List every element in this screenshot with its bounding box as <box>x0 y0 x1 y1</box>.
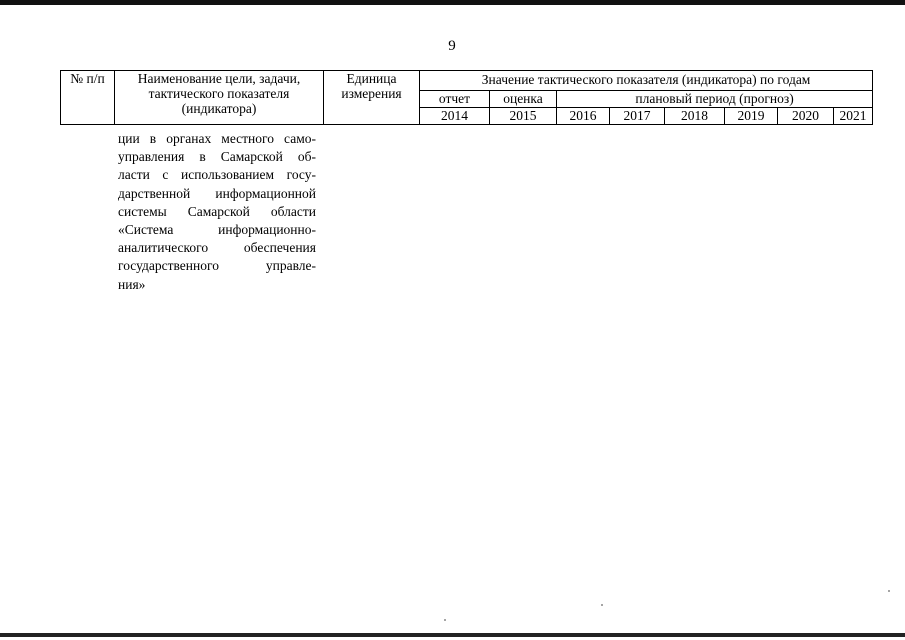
header-report: отчет <box>420 91 490 108</box>
text-line: управления в Самарской об- <box>118 149 316 165</box>
header-year: 2017 <box>610 108 665 125</box>
text-line: государственного управле- <box>118 258 316 274</box>
header-estimate: оценка <box>490 91 557 108</box>
text-line: ласти с использованием госу- <box>118 167 316 183</box>
header-year: 2021 <box>834 108 873 125</box>
header-year: 2015 <box>490 108 557 125</box>
text-line: дарственной информационной <box>118 185 316 201</box>
header-values-group: Значение тактического показателя (индикатора) по годам <box>420 71 873 91</box>
header-year: 2018 <box>665 108 725 125</box>
scan-speck <box>888 590 890 592</box>
page-number: 9 <box>448 38 456 54</box>
header-year: 2019 <box>725 108 778 125</box>
text-line: аналитического обеспечения <box>118 240 316 256</box>
header-number: № п/п <box>61 71 115 125</box>
header-unit: Единица измерения <box>324 71 420 125</box>
text-line: ния» <box>118 276 146 292</box>
text-line: «Система информационно- <box>118 222 316 238</box>
text-line: ции в органах местного само- <box>118 131 316 146</box>
header-year: 2016 <box>557 108 610 125</box>
header-plan-period: плановый период (прогноз) <box>557 91 873 108</box>
header-name: Наименование цели, задачи, тактического показателя (индикатора) <box>115 71 324 125</box>
scan-speck <box>601 604 603 606</box>
header-year: 2014 <box>420 108 490 125</box>
scan-edge-bottom <box>0 633 905 637</box>
indicator-name-continuation <box>118 130 316 294</box>
text-line: системы Самарской области <box>118 203 316 219</box>
indicator-table <box>60 70 873 125</box>
scan-speck <box>444 619 446 621</box>
header-year: 2020 <box>778 108 834 125</box>
scan-edge-top <box>0 0 905 5</box>
